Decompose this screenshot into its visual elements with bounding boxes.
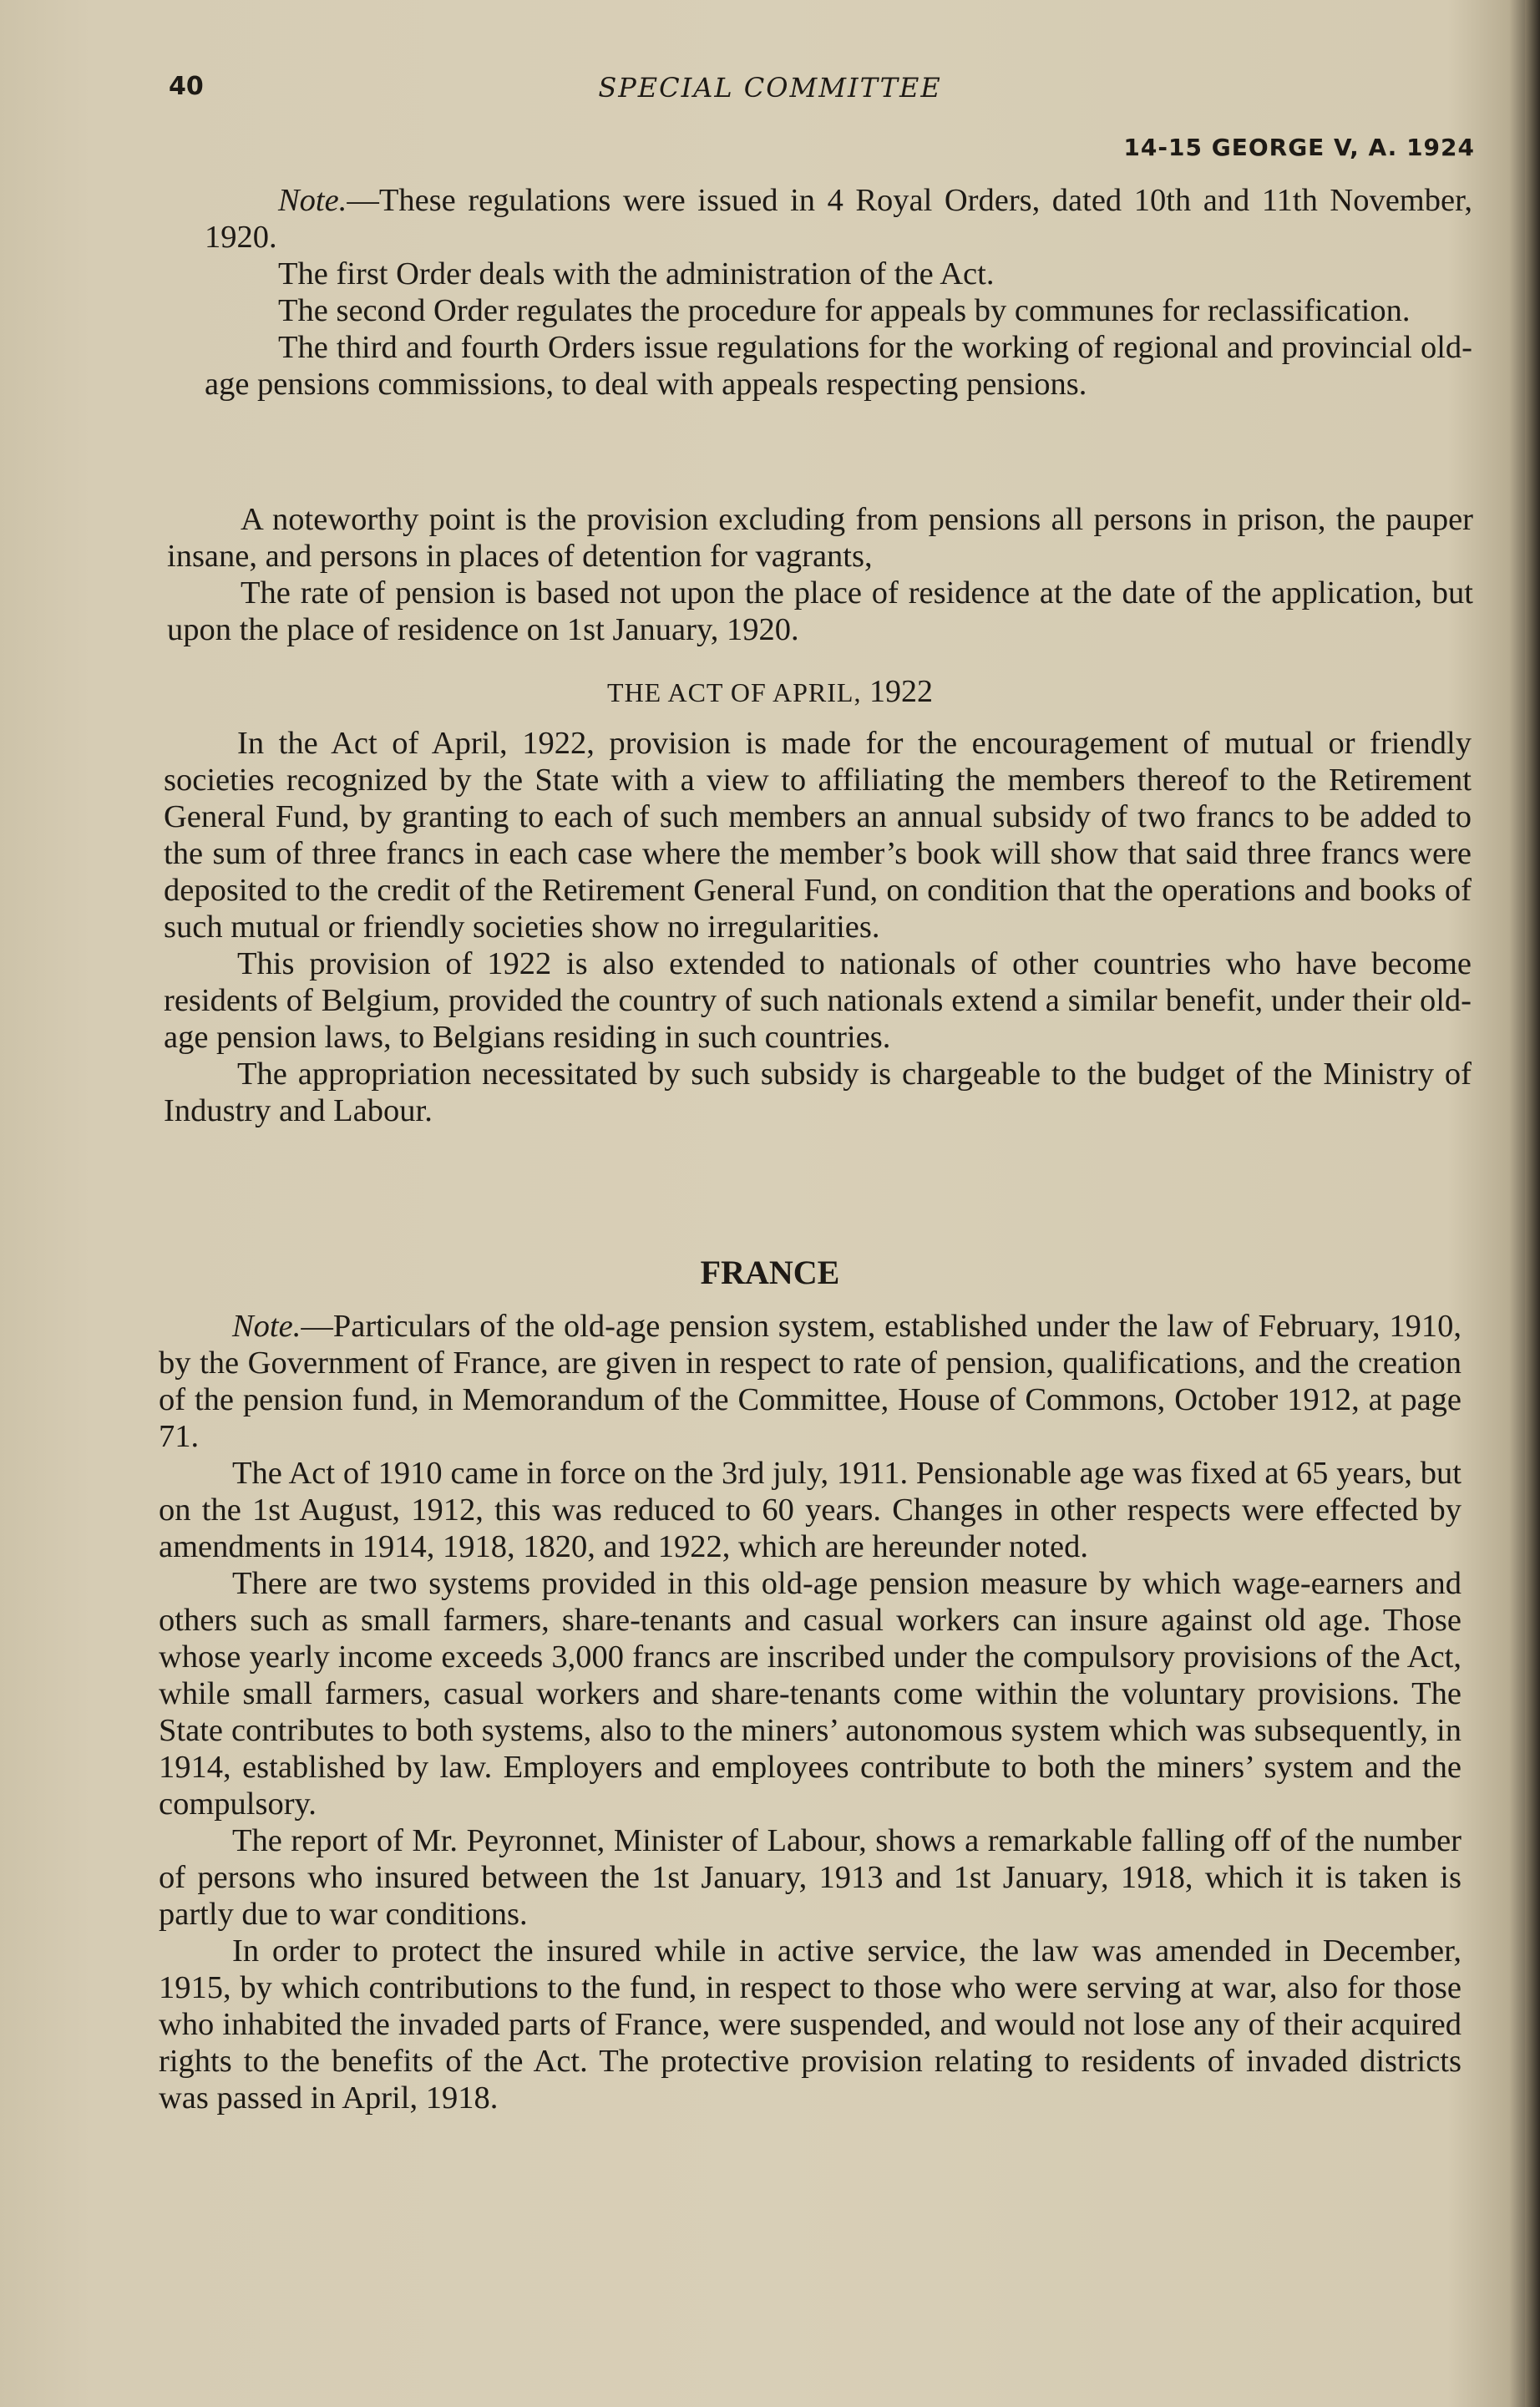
france-note-paragraph	[159, 1308, 1461, 1455]
body-paragraph: The appropriation necessitated by such subsidy is chargeable to the budget of the Ministry of Industry and Labour.	[164, 1057, 1472, 1128]
body-paragraph: In order to protect the insured while in active service, the law was amended in December, 1915, by which contributions to the fund, in respect to those who were serving at war, also for those who inhabited the invaded parts of France, were suspended, and would not lose any of their acquired rights to the benefits of the Act. The protective provision relating to residents of invaded districts was passed in April, 1918.	[159, 1933, 1461, 2116]
note-paragraph-4: The third and fourth Orders issue regulations for the working of regional and provincial old-age pensions commissions, to deal with appeals respecting pensions.	[205, 330, 1472, 402]
act-heading-year: 1922	[869, 674, 933, 709]
body-paragraph: This provision of 1922 is also extended to nationals of other countries who have become residents of Belgium, provided the country of such nationals extend a similar benefit, under their old-age pension laws, to Belgians residing in such countries.	[164, 946, 1472, 1055]
act-heading-prefix: THE ACT OF APRIL,	[607, 677, 862, 707]
body-paragraph: In the Act of April, 1922, provision is made for the encouragement of mutual or friendly societies recognized by the State with a view to affiliating the members thereof to the Retirement General Fund, by granting to each of such members an annual subsidy of two francs to be added to the sum of three francs in each case where the member’s book will show that said three francs were deposited to the credit of the Retirement General Fund, on condition that the operations and books of such mutual or friendly societies show no irregularities.	[164, 726, 1472, 945]
running-head	[0, 0, 1540, 184]
note-paragraph-3: The second Order regulates the procedure for appeals by communes for reclassification.	[278, 293, 1411, 328]
book-spine-shadow	[1525, 0, 1540, 2407]
note-label: Note.	[278, 183, 347, 218]
running-title: SPECIAL COMMITTEE	[598, 72, 942, 104]
note-text: —These regulations were issued in 4 Royal Orders, dated 10th and 11th November, 1920.	[205, 183, 1472, 255]
france-note-text: —Particulars of the old-age pension system, established under the law of February, 1910, by the Government of France, are given in respect to rate of pension, qualifications, and the creation of the pension fund, in Memorandum of the Committee, House of Commons, October 1912, at page 71.	[159, 1309, 1461, 1454]
body-section-b	[164, 725, 1472, 1129]
body-paragraph: The report of Mr. Peyronnet, Minister of Labour, shows a remarkable falling off of the number of persons who insured between the 1st January, 1913 and 1st January, 1918, which it is taken is partly due to war conditions.	[159, 1823, 1461, 1932]
body-paragraph: There are two systems provided in this old-age pension measure by which wage-earners and others such as small farmers, share-tenants and casual workers can insure against old age. Those whose yearly income exceeds 3,000 francs are inscribed under the compulsory provisions of the Act, while small farmers, casual workers and share-tenants come within the voluntary provisions. The State contributes to both systems, also to the miners’ autonomous system which was subsequently, in 1914, established by law. Employers and employees contribute to both the miners’ system and the compulsory.	[159, 1566, 1461, 1822]
france-note-label: Note.	[232, 1309, 301, 1344]
body-paragraph: The Act of 1910 came in force on the 3rd july, 1911. Pensionable age was fixed at 65 years, but on the 1st August, 1912, this was reduced to 60 years. Changes in other respects were effected by amendments in 1914, 1918, 1820, and 1922, which are hereunder noted.	[159, 1456, 1461, 1564]
act-heading	[0, 673, 1540, 710]
france-heading: FRANCE	[700, 1254, 840, 1291]
session-label: 14-15 GEORGE V, A. 1924	[1123, 134, 1475, 161]
body-paragraph: The rate of pension is based not upon the place of residence at the date of the application, but upon the place of residence on 1st January, 1920.	[167, 575, 1473, 647]
note-paragraph-2: The first Order deals with the administration of the Act.	[278, 256, 995, 291]
body-paragraph: A noteworthy point is the provision excluding from pensions all persons in prison, the pauper insane, and persons in places of detention for vagrants,	[167, 502, 1473, 574]
body-section-c	[159, 1308, 1461, 2116]
body-section-a	[167, 501, 1473, 648]
note-paragraph	[205, 182, 1472, 256]
page-number: 40	[169, 72, 204, 101]
note-block	[205, 182, 1472, 403]
